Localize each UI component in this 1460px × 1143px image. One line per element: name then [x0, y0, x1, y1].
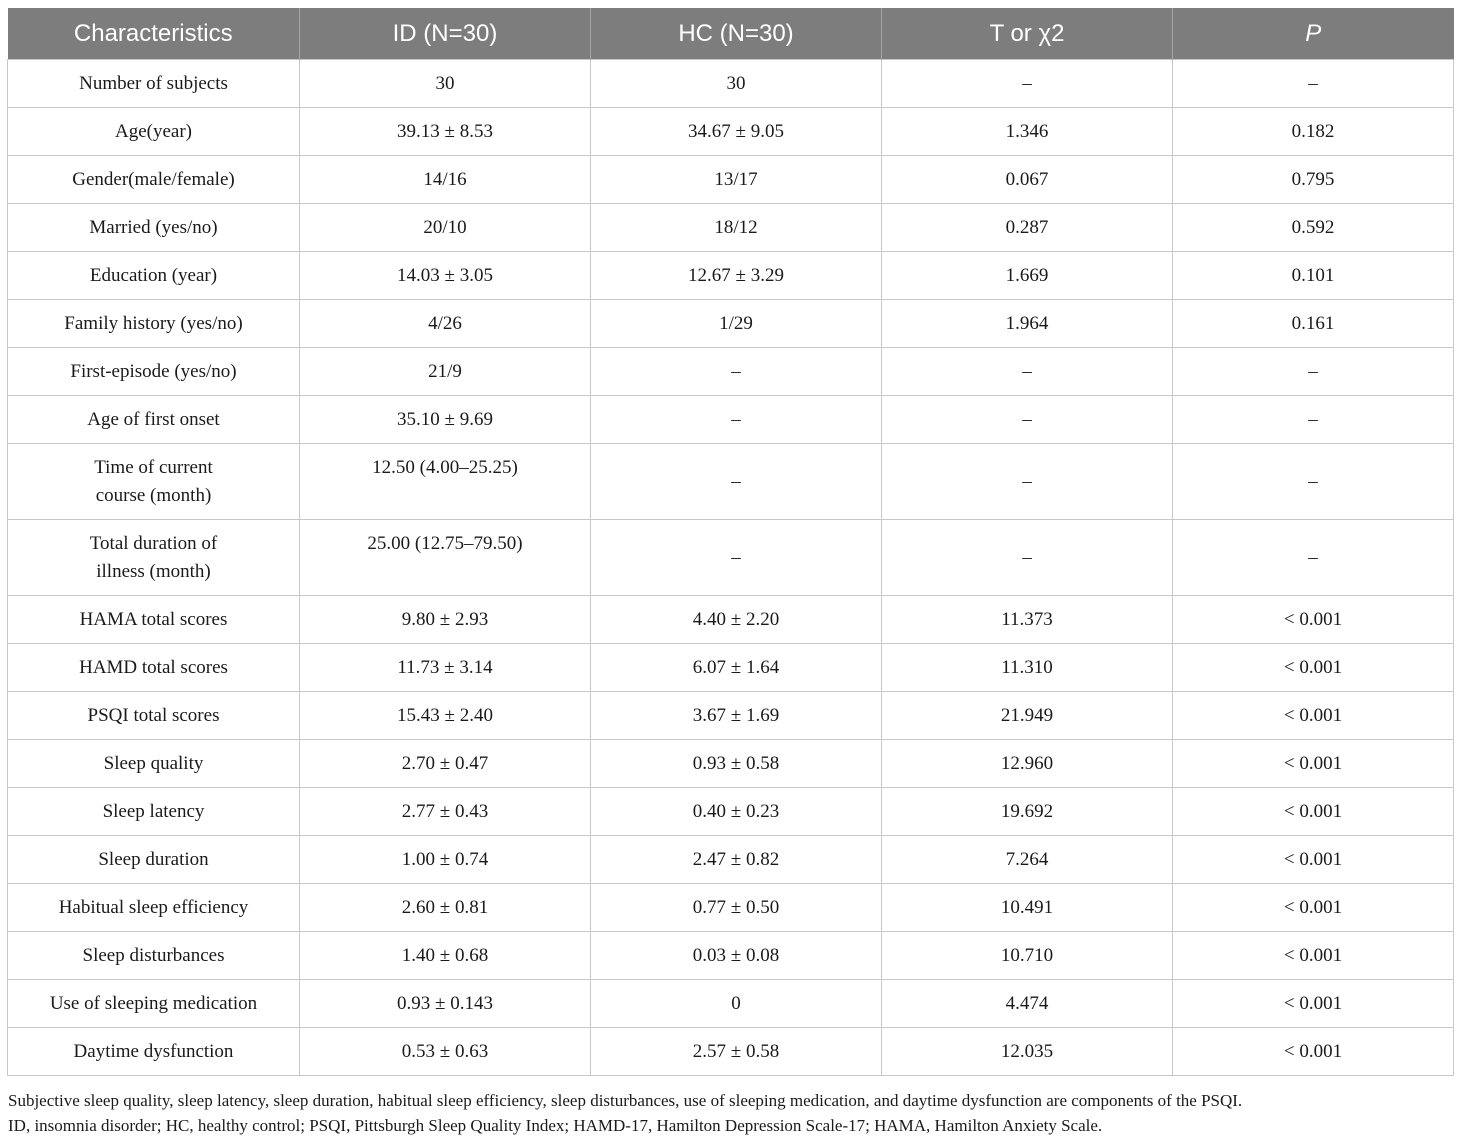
id-value-cell: 35.10 ± 9.69	[300, 396, 591, 444]
characteristic-cell: Age(year)	[8, 108, 300, 156]
characteristic-cell: HAMA total scores	[8, 596, 300, 644]
id-value-cell: 39.13 ± 8.53	[300, 108, 591, 156]
statistic-cell: 10.491	[882, 884, 1173, 932]
statistic-cell: 1.669	[882, 252, 1173, 300]
id-value-cell: 9.80 ± 2.93	[300, 596, 591, 644]
table-row	[8, 932, 1454, 980]
table-row	[8, 108, 1454, 156]
id-value-cell: 0.93 ± 0.143	[300, 980, 591, 1028]
statistic-cell: 12.035	[882, 1028, 1173, 1076]
hc-value-cell: 1/29	[591, 300, 882, 348]
hc-value-cell: 0	[591, 980, 882, 1028]
hc-value-cell: 18/12	[591, 204, 882, 252]
characteristics-table-container	[7, 8, 1453, 1076]
p-value-cell: –	[1173, 520, 1454, 596]
id-value-cell: 4/26	[300, 300, 591, 348]
table-row	[8, 300, 1454, 348]
p-value-cell: –	[1173, 60, 1454, 108]
id-value-cell: 12.50 (4.00–25.25)	[300, 444, 591, 520]
characteristic-cell: Habitual sleep efficiency	[8, 884, 300, 932]
table-row	[8, 596, 1454, 644]
table-row	[8, 520, 1454, 596]
statistic-cell: 19.692	[882, 788, 1173, 836]
table-footnote	[8, 1088, 1448, 1138]
table-row	[8, 156, 1454, 204]
table-row	[8, 884, 1454, 932]
table-row	[8, 644, 1454, 692]
characteristic-cell: Age of first onset	[8, 396, 300, 444]
characteristic-cell: Sleep quality	[8, 740, 300, 788]
statistic-cell: 10.710	[882, 932, 1173, 980]
characteristic-cell: Family history (yes/no)	[8, 300, 300, 348]
statistic-cell: –	[882, 520, 1173, 596]
p-value-cell: –	[1173, 396, 1454, 444]
id-value-cell: 25.00 (12.75–79.50)	[300, 520, 591, 596]
p-value-cell: 0.101	[1173, 252, 1454, 300]
table-row	[8, 980, 1454, 1028]
hc-value-cell: 34.67 ± 9.05	[591, 108, 882, 156]
p-value-cell: < 0.001	[1173, 1028, 1454, 1076]
characteristic-cell: Gender(male/female)	[8, 156, 300, 204]
p-value-cell: < 0.001	[1173, 932, 1454, 980]
table-row	[8, 60, 1454, 108]
statistic-cell: –	[882, 396, 1173, 444]
hc-value-cell: 0.77 ± 0.50	[591, 884, 882, 932]
p-value-cell: < 0.001	[1173, 884, 1454, 932]
hc-value-cell: 0.93 ± 0.58	[591, 740, 882, 788]
hc-value-cell: –	[591, 396, 882, 444]
statistic-cell: –	[882, 60, 1173, 108]
characteristic-cell: Total duration of illness (month)	[8, 520, 300, 596]
characteristic-cell: Time of current course (month)	[8, 444, 300, 520]
id-value-cell: 11.73 ± 3.14	[300, 644, 591, 692]
p-value-cell: < 0.001	[1173, 596, 1454, 644]
table-row	[8, 252, 1454, 300]
table-row	[8, 692, 1454, 740]
hc-value-cell: 4.40 ± 2.20	[591, 596, 882, 644]
p-value-cell: 0.182	[1173, 108, 1454, 156]
characteristics-table	[7, 8, 1454, 1076]
footnote-components: Subjective sleep quality, sleep latency, sleep duration, habitual sleep efficiency, sleep disturbances, use of sleeping medication, and daytime dysfunction are components of the PSQI.	[8, 1091, 1243, 1110]
hc-value-cell: 6.07 ± 1.64	[591, 644, 882, 692]
statistic-cell: 4.474	[882, 980, 1173, 1028]
statistic-cell: –	[882, 444, 1173, 520]
id-value-cell: 30	[300, 60, 591, 108]
statistic-cell: 21.949	[882, 692, 1173, 740]
table-row	[8, 204, 1454, 252]
p-value-cell: < 0.001	[1173, 980, 1454, 1028]
characteristic-cell: Sleep duration	[8, 836, 300, 884]
statistic-cell: 1.964	[882, 300, 1173, 348]
statistic-cell: –	[882, 348, 1173, 396]
p-value-cell: < 0.001	[1173, 836, 1454, 884]
p-value-cell: –	[1173, 444, 1454, 520]
table-row	[8, 396, 1454, 444]
hc-value-cell: –	[591, 348, 882, 396]
statistic-cell: 12.960	[882, 740, 1173, 788]
characteristic-cell: Education (year)	[8, 252, 300, 300]
id-value-cell: 14.03 ± 3.05	[300, 252, 591, 300]
characteristic-cell: PSQI total scores	[8, 692, 300, 740]
hc-value-cell: 2.57 ± 0.58	[591, 1028, 882, 1076]
characteristic-cell: Use of sleeping medication	[8, 980, 300, 1028]
hc-value-cell: 13/17	[591, 156, 882, 204]
characteristic-cell: Sleep latency	[8, 788, 300, 836]
hc-value-cell: –	[591, 520, 882, 596]
table-row	[8, 348, 1454, 396]
statistic-cell: 1.346	[882, 108, 1173, 156]
hc-value-cell: 0.40 ± 0.23	[591, 788, 882, 836]
characteristic-cell: Daytime dysfunction	[8, 1028, 300, 1076]
id-value-cell: 2.60 ± 0.81	[300, 884, 591, 932]
statistic-cell: 11.310	[882, 644, 1173, 692]
id-value-cell: 14/16	[300, 156, 591, 204]
statistic-cell: 0.287	[882, 204, 1173, 252]
id-value-cell: 15.43 ± 2.40	[300, 692, 591, 740]
table-row	[8, 444, 1454, 520]
characteristic-cell: Sleep disturbances	[8, 932, 300, 980]
hc-value-cell: 3.67 ± 1.69	[591, 692, 882, 740]
id-value-cell: 2.70 ± 0.47	[300, 740, 591, 788]
p-value-cell: < 0.001	[1173, 788, 1454, 836]
table-header-row	[8, 8, 1454, 60]
p-value-cell: 0.161	[1173, 300, 1454, 348]
statistic-cell: 11.373	[882, 596, 1173, 644]
p-value-cell: < 0.001	[1173, 740, 1454, 788]
table-row	[8, 788, 1454, 836]
p-value-cell: < 0.001	[1173, 644, 1454, 692]
characteristic-cell: HAMD total scores	[8, 644, 300, 692]
statistic-cell: 7.264	[882, 836, 1173, 884]
p-value-cell: 0.592	[1173, 204, 1454, 252]
hc-value-cell: 0.03 ± 0.08	[591, 932, 882, 980]
hc-value-cell: –	[591, 444, 882, 520]
id-value-cell: 21/9	[300, 348, 591, 396]
characteristic-cell: First-episode (yes/no)	[8, 348, 300, 396]
id-value-cell: 1.00 ± 0.74	[300, 836, 591, 884]
header-characteristics: Characteristics	[8, 8, 300, 60]
hc-value-cell: 30	[591, 60, 882, 108]
id-value-cell: 2.77 ± 0.43	[300, 788, 591, 836]
statistic-cell: 0.067	[882, 156, 1173, 204]
header-id-group: ID (N=30)	[300, 8, 591, 60]
id-value-cell: 1.40 ± 0.68	[300, 932, 591, 980]
id-value-cell: 20/10	[300, 204, 591, 252]
header-test-statistic: T or χ2	[882, 8, 1173, 60]
id-value-cell: 0.53 ± 0.63	[300, 1028, 591, 1076]
table-row	[8, 836, 1454, 884]
p-value-cell: < 0.001	[1173, 692, 1454, 740]
p-value-cell: 0.795	[1173, 156, 1454, 204]
table-row	[8, 1028, 1454, 1076]
table-body	[8, 60, 1454, 1076]
p-value-cell: –	[1173, 348, 1454, 396]
hc-value-cell: 12.67 ± 3.29	[591, 252, 882, 300]
footnote-abbreviations: ID, insomnia disorder; HC, healthy control; PSQI, Pittsburgh Sleep Quality Index; HAMD-17, Hamilton Depression Scale-17; HAMA, Hamilton Anxiety Scale.	[8, 1116, 1103, 1135]
header-p-value: P	[1173, 8, 1454, 60]
hc-value-cell: 2.47 ± 0.82	[591, 836, 882, 884]
characteristic-cell: Number of subjects	[8, 60, 300, 108]
characteristic-cell: Married (yes/no)	[8, 204, 300, 252]
table-row	[8, 740, 1454, 788]
header-hc-group: HC (N=30)	[591, 8, 882, 60]
